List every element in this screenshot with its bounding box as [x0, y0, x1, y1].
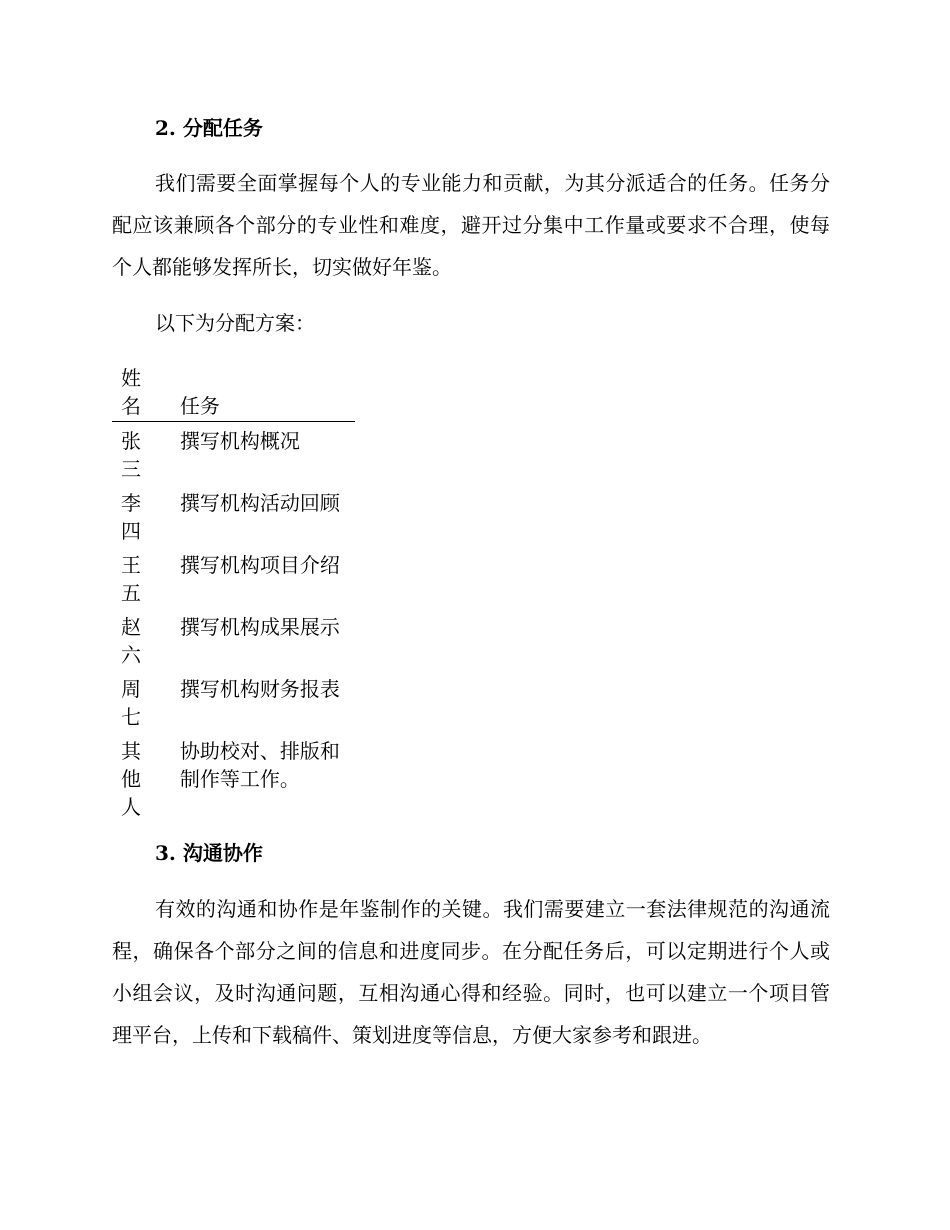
table-row [112, 608, 355, 670]
table-header-row [112, 364, 355, 422]
row-name: 王五 [121, 553, 141, 605]
allocation-intro: 以下为分配方案： [155, 311, 315, 335]
section-3-heading: 3. 沟通协作 [155, 841, 263, 865]
header-name: 姓名 [112, 364, 180, 422]
table-row [112, 422, 355, 485]
row-task: 撰写机构成果展示 [179, 615, 340, 639]
row-name: 其他人 [121, 739, 141, 819]
task-allocation-table [112, 364, 355, 822]
table-row [112, 670, 355, 732]
table-row [112, 484, 355, 546]
row-name: 赵六 [121, 615, 141, 667]
section-2-paragraph: 我们需要全面掌握每个人的专业能力和贡献，为其分派适合的任务。任务分配应该兼顾各个部分的专业性和难度，避开过分集中工作量或要求不合理，使每个人都能够发挥所长，切实做好年鉴。 [112, 171, 830, 279]
row-name: 李四 [121, 491, 141, 543]
header-task: 任务 [180, 364, 355, 422]
row-task: 撰写机构财务报表 [179, 677, 340, 701]
row-task: 撰写机构项目介绍 [179, 553, 340, 577]
table-row [112, 732, 355, 822]
row-name: 周七 [121, 677, 141, 729]
row-task: 撰写机构活动回顾 [179, 491, 340, 515]
row-task: 撰写机构概况 [179, 429, 300, 453]
table-row [112, 546, 355, 608]
row-name: 张三 [121, 429, 141, 481]
section-2-heading: 2. 分配任务 [155, 116, 263, 140]
section-3-paragraph: 有效的沟通和协作是年鉴制作的关键。我们需要建立一套法律规范的沟通流程，确保各个部分之间的信息和进度同步。在分配任务后，可以定期进行个人或小组会议，及时沟通问题，互相沟通心得和经验。同时，也可以建立一个项目管理平台，上传和下载稿件、策划进度等信息，方便大家参考和跟进。 [112, 897, 830, 1047]
row-task: 协助校对、排版和制作等工作。 [179, 739, 340, 791]
